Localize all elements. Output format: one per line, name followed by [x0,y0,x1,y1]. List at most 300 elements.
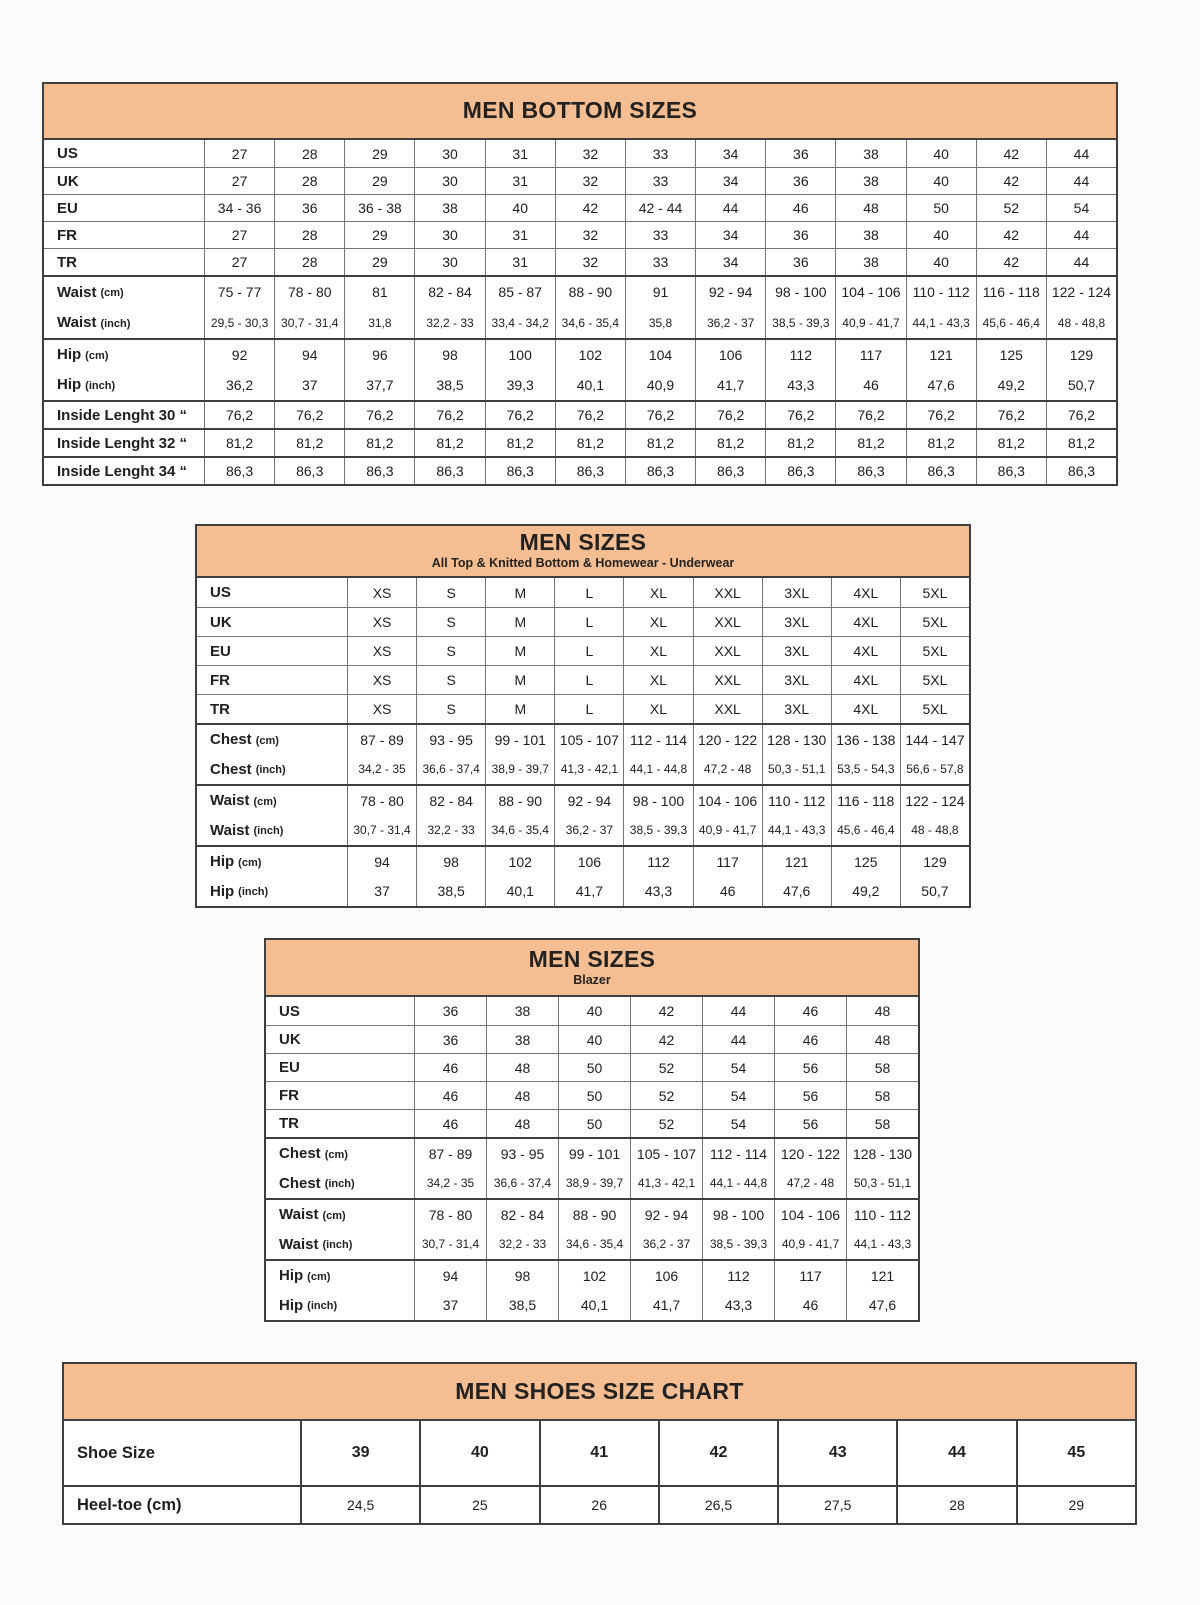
data-cell: 32,2 - 33 [486,1229,558,1259]
data-cell: 112 [765,340,835,369]
data-cell: 46 [693,876,762,906]
data-cell: 33 [625,168,695,194]
data-cell: 40 [485,195,555,221]
data-cell: 41 [539,1421,658,1485]
data-cell: 48 [486,1054,558,1081]
data-cell: 43,3 [702,1290,774,1320]
data-cell: XL [623,666,692,694]
data-cell: 30 [414,168,484,194]
data-cell: 5XL [900,637,969,665]
data-cell: 32 [555,168,625,194]
table-row-waist-inch [197,815,969,845]
data-cell: 40,9 - 41,7 [693,815,762,845]
data-cell: 31,8 [344,307,414,338]
row-label-text: Hip [279,1267,304,1284]
data-cell: 129 [900,847,969,876]
table-subtitle: Blazer [573,972,611,987]
data-cell: 86,3 [695,458,765,484]
data-cell: 38,9 - 39,7 [485,754,554,784]
data-cell: 34,6 - 35,4 [485,815,554,845]
data-cell: XL [623,578,692,607]
data-cell: 27 [204,140,274,167]
table-row-hip-cm [266,1259,918,1290]
row-label-unit: (inch) [238,886,269,898]
data-cell: 34 - 36 [204,195,274,221]
data-cell: 88 - 90 [558,1200,630,1229]
data-cell: 86,3 [835,458,905,484]
data-cell: 120 - 122 [774,1139,846,1168]
data-cell: 44 [695,195,765,221]
row-label-unit: (cm) [307,1270,331,1283]
row-label-text: TR [57,253,77,271]
data-cell: 32,2 - 33 [416,815,485,845]
data-cell: 86,3 [625,458,695,484]
data-cell: 40,9 [625,369,695,400]
data-cell: 5XL [900,578,969,607]
table-row-hip-inch [197,876,969,906]
data-cell: 76,2 [906,402,976,428]
data-cell: 4XL [831,608,900,636]
data-cell: XS [347,666,416,694]
data-cell: 128 - 130 [846,1139,918,1168]
row-label-text: Hip [210,853,235,870]
data-cell: 46 [835,369,905,400]
row-label-unit: (inch) [85,379,116,392]
table-row-chest-cm [197,723,969,754]
data-cell: 38,5 [414,369,484,400]
data-cell: 98 - 100 [623,786,692,815]
row-label-text: Waist [279,1206,319,1223]
data-cell: 30,7 - 31,4 [414,1229,486,1259]
data-cell: 110 - 112 [846,1200,918,1229]
data-cell: 82 - 84 [414,277,484,307]
data-cell: 92 - 94 [695,277,765,307]
data-cell: 30,7 - 31,4 [274,307,344,338]
data-cell: 44 [1046,249,1116,275]
data-cell: 36,6 - 37,4 [416,754,485,784]
data-cell: 3XL [762,695,831,723]
data-cell: 44,1 - 43,3 [846,1229,918,1259]
data-cell: 58 [846,1110,918,1137]
row-label [266,997,414,1025]
data-cell: 36,2 - 37 [695,307,765,338]
data-cell: 4XL [831,695,900,723]
data-cell: 40 [558,997,630,1025]
table-subtitle: All Top & Knitted Bottom & Homewear - Underwear [431,556,735,571]
data-cell: 100 [485,340,555,369]
data-cell: 76,2 [765,402,835,428]
data-cell: 46 [774,1026,846,1053]
table-row-waist-cm [266,1198,918,1229]
data-cell: 31 [485,222,555,248]
data-cell: 40,9 - 41,7 [774,1229,846,1259]
row-label-text: Hip [210,882,235,900]
data-cell: M [485,578,554,607]
row-label [44,430,204,456]
data-cell: 36 [414,997,486,1025]
data-cell: XL [623,637,692,665]
data-cell: 44 [1046,168,1116,194]
data-cell: 85 - 87 [485,277,555,307]
data-cell: 5XL [900,666,969,694]
data-cell: 36,2 - 37 [554,815,623,845]
data-cell: 38 [414,195,484,221]
data-cell: 24,5 [300,1487,419,1523]
data-cell: 121 [846,1261,918,1290]
data-cell: 27 [204,249,274,275]
table-body [64,1421,1135,1523]
men-bottom-sizes-header-band [44,84,1116,140]
data-cell: 37 [274,369,344,400]
data-cell: 43,3 [765,369,835,400]
data-cell: M [485,666,554,694]
data-cell: 94 [347,847,416,876]
data-cell: 44,1 - 44,8 [623,754,692,784]
table-row-tr [197,694,969,723]
data-cell: 52 [630,1082,702,1109]
data-cell: 36,2 [204,369,274,400]
data-cell: 42 [976,222,1046,248]
data-cell: 34 [695,222,765,248]
table-title: MEN SHOES SIZE CHART [455,1377,744,1404]
data-cell: XS [347,578,416,607]
data-cell: 76,2 [625,402,695,428]
data-cell: 36 [765,222,835,248]
data-cell: 81,2 [695,430,765,456]
data-cell: 45,6 - 46,4 [976,307,1046,338]
data-cell: 99 - 101 [485,725,554,754]
data-cell: 136 - 138 [831,725,900,754]
data-cell: 40 [419,1421,538,1485]
table-row-waist-cm [44,275,1116,307]
data-cell: 38 [835,249,905,275]
data-cell: 112 - 114 [702,1139,774,1168]
data-cell: XL [623,695,692,723]
data-cell: S [416,608,485,636]
row-label-text: US [210,584,231,601]
row-label-unit: (cm) [85,349,109,362]
row-label-text: Chest [279,1145,321,1162]
data-cell: 104 - 106 [693,786,762,815]
data-cell: 38 [835,168,905,194]
data-cell: 81,2 [555,430,625,456]
data-cell: XXL [693,666,762,694]
data-cell: 91 [625,277,695,307]
row-label-text: UK [57,172,79,190]
data-cell: 81,2 [485,430,555,456]
table-row-fr [266,1081,918,1109]
data-cell: 94 [414,1261,486,1290]
data-cell: 36,6 - 37,4 [486,1168,558,1198]
data-cell: 42 [555,195,625,221]
data-cell: S [416,637,485,665]
men-sizes-blazer-table [264,938,920,1322]
data-cell: 81,2 [835,430,905,456]
data-cell: 44 [702,997,774,1025]
data-cell: 48 [846,1026,918,1053]
data-cell: 102 [485,847,554,876]
data-cell: 29 [344,168,414,194]
data-cell: 35,8 [625,307,695,338]
data-cell: M [485,637,554,665]
row-label [197,786,347,815]
data-cell: 86,3 [204,458,274,484]
data-cell: 42 [658,1421,777,1485]
data-cell: 82 - 84 [486,1200,558,1229]
row-label-text: Inside Lenght 30 “ [57,406,188,424]
data-cell: 37 [414,1290,486,1320]
data-cell: 33 [625,222,695,248]
table-row-heel-toe-cm [64,1485,1135,1523]
row-label [197,608,347,636]
data-cell: 32 [555,140,625,167]
table-row-shoe-size [64,1421,1135,1485]
data-cell: 46 [765,195,835,221]
data-cell: 41,3 - 42,1 [630,1168,702,1198]
table-row-waist-cm [197,784,969,815]
data-cell: 38 [835,222,905,248]
data-cell: 49,2 [831,876,900,906]
data-cell: 44,1 - 43,3 [906,307,976,338]
data-cell: 4XL [831,637,900,665]
row-label [44,402,204,428]
row-label-text: Hip [57,376,82,393]
data-cell: 31 [485,168,555,194]
data-cell: 76,2 [976,402,1046,428]
data-cell: 32 [555,249,625,275]
table-row-tr [44,248,1116,275]
data-cell: 93 - 95 [486,1139,558,1168]
data-cell: L [554,695,623,723]
data-cell: 45 [1016,1421,1135,1485]
data-cell: 3XL [762,578,831,607]
row-label [266,1139,414,1168]
data-cell: 52 [976,195,1046,221]
data-cell: 82 - 84 [416,786,485,815]
data-cell: 26 [539,1487,658,1523]
row-label-text: Inside Lenght 32 “ [57,434,188,452]
data-cell: 47,6 [906,369,976,400]
data-cell: 3XL [762,637,831,665]
data-cell: 50 [558,1054,630,1081]
row-label-text: US [57,145,78,162]
data-cell: 29 [344,222,414,248]
data-cell: 30 [414,249,484,275]
data-cell: 58 [846,1054,918,1081]
row-label-unit: (cm) [238,856,262,869]
data-cell: 28 [274,140,344,167]
data-cell: 40 [558,1026,630,1053]
data-cell: 33 [625,140,695,167]
row-label-unit: (cm) [255,734,279,747]
row-label-text: TR [210,700,230,718]
data-cell: 28 [896,1487,1015,1523]
table-body [197,578,969,906]
data-cell: 98 [486,1261,558,1290]
row-label [197,578,347,607]
data-cell: 102 [558,1261,630,1290]
data-cell: 47,2 - 48 [774,1168,846,1198]
data-cell: 96 [344,340,414,369]
data-cell: 3XL [762,666,831,694]
row-label [266,1290,414,1320]
table-title: MEN SIZES [519,529,647,556]
row-label-unit: (inch) [255,764,286,776]
row-label [266,1110,414,1137]
data-cell: 81,2 [204,430,274,456]
data-cell: 116 - 118 [831,786,900,815]
data-cell: 76,2 [835,402,905,428]
row-label-text: Heel-toe (cm) [77,1495,182,1514]
data-cell: 144 - 147 [900,725,969,754]
data-cell: 29,5 - 30,3 [204,307,274,338]
data-cell: 44 [1046,222,1116,248]
data-cell: XS [347,637,416,665]
data-cell: L [554,637,623,665]
data-cell: 36 [414,1026,486,1053]
data-cell: 30,7 - 31,4 [347,815,416,845]
data-cell: 48 [486,1110,558,1137]
data-cell: 36 - 38 [344,195,414,221]
table-row-eu [197,636,969,665]
row-label-text: FR [57,226,77,244]
data-cell: 40,1 [485,876,554,906]
table-row-eu [44,194,1116,221]
data-cell: 88 - 90 [485,786,554,815]
data-cell: 4XL [831,666,900,694]
row-label [64,1421,300,1485]
data-cell: 86,3 [976,458,1046,484]
data-cell: 34,6 - 35,4 [558,1229,630,1259]
data-cell: 112 - 114 [623,725,692,754]
table-row-uk [266,1025,918,1053]
data-cell: 98 - 100 [765,277,835,307]
men-sizes-top-table [195,524,971,908]
row-label [44,195,204,221]
data-cell: 3XL [762,608,831,636]
row-label-unit: (inch) [253,825,284,837]
table-row-tr [266,1109,918,1137]
data-cell: 50 [906,195,976,221]
data-cell: 30 [414,222,484,248]
men-bottom-sizes-table [42,82,1118,486]
row-label-unit: (cm) [324,1148,348,1161]
data-cell: 54 [702,1082,774,1109]
data-cell: 87 - 89 [414,1139,486,1168]
data-cell: 36,2 - 37 [630,1229,702,1259]
row-label [197,815,347,845]
table-row-inside-lenght-30 [44,400,1116,428]
row-label-text: TR [279,1115,299,1132]
data-cell: XXL [693,695,762,723]
data-cell: 31 [485,140,555,167]
row-label-text: Inside Lenght 34 “ [57,462,188,480]
men-sizes-blazer-header-band [266,940,918,997]
data-cell: 42 [976,140,1046,167]
data-cell: 46 [414,1082,486,1109]
data-cell: 38 [486,1026,558,1053]
data-cell: 42 [976,168,1046,194]
data-cell: XXL [693,637,762,665]
row-label [44,307,204,338]
data-cell: 81,2 [1046,430,1116,456]
data-cell: 44 [1046,140,1116,167]
row-label [197,754,347,784]
data-cell: 38,5 [486,1290,558,1320]
data-cell: S [416,666,485,694]
table-row-us [266,997,918,1025]
data-cell: 76,2 [1046,402,1116,428]
data-cell: 128 - 130 [762,725,831,754]
data-cell: 28 [274,222,344,248]
data-cell: 106 [554,847,623,876]
data-cell: 121 [906,340,976,369]
table-title: MEN SIZES [528,945,656,972]
data-cell: 87 - 89 [347,725,416,754]
row-label [197,876,347,906]
data-cell: 42 [630,997,702,1025]
row-label-unit: (cm) [322,1209,346,1222]
data-cell: 105 - 107 [630,1139,702,1168]
data-cell: 76,2 [414,402,484,428]
data-cell: 117 [774,1261,846,1290]
data-cell: S [416,695,485,723]
data-cell: 36 [765,168,835,194]
row-label [64,1487,300,1523]
row-label [44,249,204,275]
data-cell: 50,7 [1046,369,1116,400]
men-shoes-size-chart-table [62,1362,1137,1525]
table-row-hip-inch [44,369,1116,400]
men-sizes-top-header-band [197,526,969,578]
data-cell: 81,2 [414,430,484,456]
data-cell: 93 - 95 [416,725,485,754]
row-label-text: Waist [57,283,97,301]
data-cell: 36 [765,249,835,275]
data-cell: 38,9 - 39,7 [558,1168,630,1198]
row-label [44,458,204,484]
table-row-fr [44,221,1116,248]
row-label-unit: (inch) [307,1300,338,1312]
data-cell: 102 [555,340,625,369]
table-row-us [197,578,969,607]
data-cell: 32,2 - 33 [414,307,484,338]
data-cell: 75 - 77 [204,277,274,307]
table-title: MEN BOTTOM SIZES [462,97,698,124]
data-cell: 122 - 124 [1046,277,1116,307]
data-cell: 129 [1046,340,1116,369]
row-label-text: US [279,1002,300,1020]
data-cell: 117 [693,847,762,876]
row-label-unit: (inch) [322,1239,353,1251]
data-cell: 56,6 - 57,8 [900,754,969,784]
data-cell: 44 [702,1026,774,1053]
table-row-waist-inch [266,1229,918,1259]
data-cell: XL [623,608,692,636]
data-cell: 30 [414,140,484,167]
data-cell: 34,6 - 35,4 [555,307,625,338]
data-cell: 27,5 [777,1487,896,1523]
data-cell: 81,2 [906,430,976,456]
data-cell: 5XL [900,608,969,636]
data-cell: 86,3 [765,458,835,484]
table-body [266,997,918,1320]
data-cell: 78 - 80 [414,1200,486,1229]
data-cell: 38,5 [416,876,485,906]
data-cell: 86,3 [344,458,414,484]
row-label-unit: (inch) [324,1178,355,1190]
data-cell: 76,2 [555,402,625,428]
